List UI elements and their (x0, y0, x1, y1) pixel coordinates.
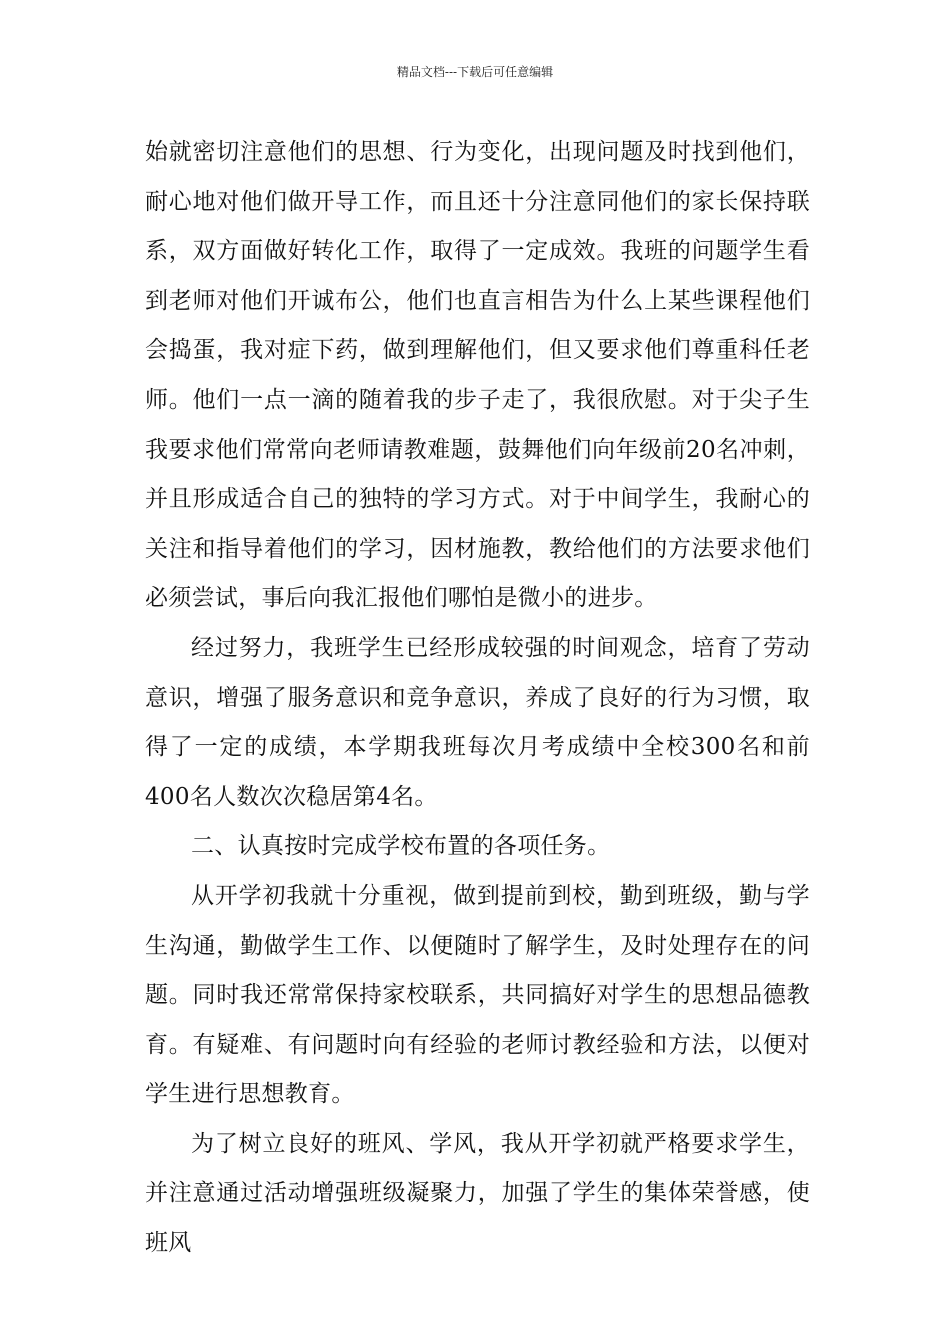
paragraph-class-style: 为了树立良好的班风、学风，我从开学初就严格要求学生，并注意通过活动增强班级凝聚力，加强了学生的集体荣誉感，使班风 (145, 1130, 810, 1257)
paragraph-tasks: 从开学初我就十分重视，做到提前到校，勤到班级，勤与学生沟通，勤做学生工作、以便随时了解学生，及时处理存在的问题。同时我还常常保持家校联系，共同搞好对学生的思想品德教育。有疑难、有问题时向有经验的老师讨教经验和方法，以便对学生进行思想教育。 (145, 882, 810, 1108)
document-body (145, 128, 810, 1269)
page-header: 精品文档---下载后可任意编辑 (396, 65, 554, 79)
section-heading: 二、认真按时完成学校布置的各项任务。 (191, 833, 611, 860)
paragraph-continuation: 始就密切注意他们的思想、行为变化，出现问题及时找到他们，耐心地对他们做开导工作，而且还十分注意同他们的家长保持联系，双方面做好转化工作，取得了一定成效。我班的问题学生看到老师对他们开诚布公，他们也直言相告为什么上某些课程他们会捣蛋，我对症下药，做到理解他们，但又要求他们尊重科任老师。他们一点一滴的随着我的步子走了，我很欣慰。对于尖子生我要求他们常常向老师请教难题，鼓舞他们向年级前20名冲刺，并且形成适合自己的独特的学习方式。对于中间学生，我耐心的关注和指导着他们的学习，因材施教，教给他们的方法要求他们必须尝试，事后向我汇报他们哪怕是微小的进步。 (145, 139, 810, 612)
paragraph-results: 经过努力，我班学生已经形成较强的时间观念，培育了劳动意识，增强了服务意识和竞争意识，养成了良好的行为习惯，取得了一定的成绩，本学期我班每次月考成绩中全校300名和前400名人数次次稳居第4名。 (145, 634, 810, 810)
